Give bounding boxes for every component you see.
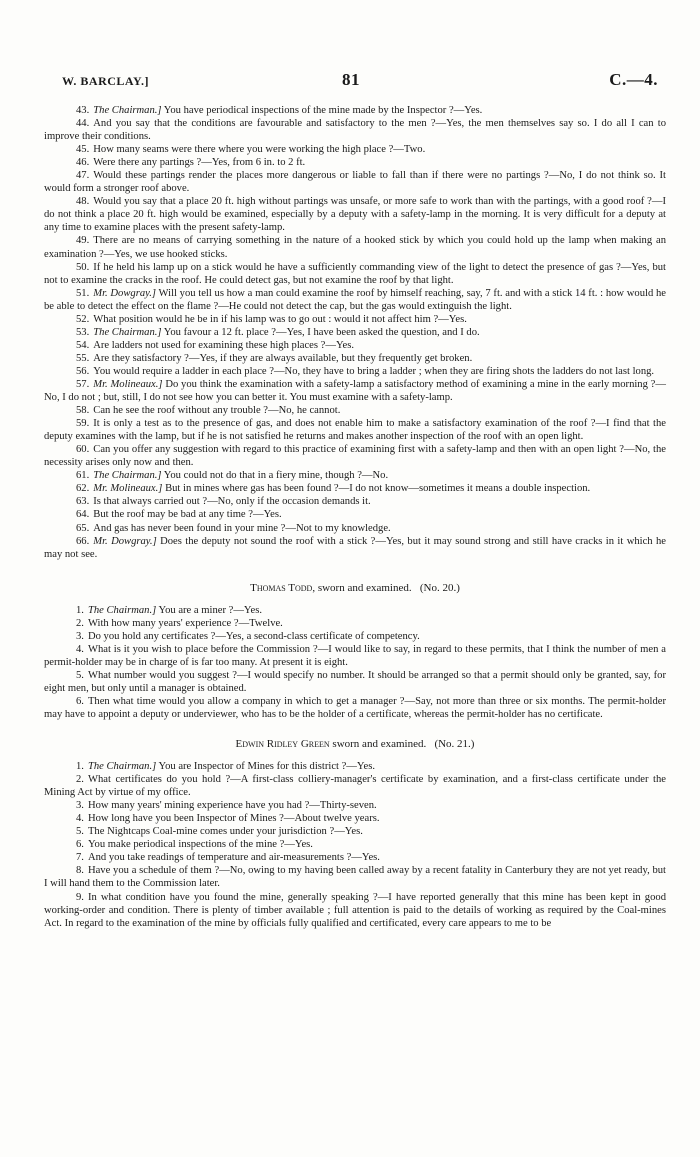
question-answer bbox=[44, 378, 666, 404]
question-answer bbox=[44, 617, 666, 630]
question-text: Is that always carried out ?—No, only if the occasion demands it. bbox=[93, 496, 371, 508]
question-text: But in mines where gas has been found ?—I do not know—sometimes it means a double inspection. bbox=[165, 483, 591, 495]
question-number: 6. bbox=[76, 695, 84, 707]
question-answer bbox=[44, 352, 666, 365]
question-answer bbox=[44, 104, 666, 117]
question-text: How many years' mining experience have you had ?—Thirty-seven. bbox=[87, 800, 377, 812]
question-answer bbox=[44, 417, 666, 443]
question-number: 5. bbox=[76, 826, 84, 838]
question-text: And gas has never been found in your mine ?—Not to my knowledge. bbox=[93, 522, 391, 534]
speaker: The Chairman.] bbox=[93, 105, 162, 116]
question-answer bbox=[44, 443, 666, 469]
testimony-section-green bbox=[44, 760, 666, 930]
testimony-section-barclay bbox=[44, 104, 666, 561]
question-text: Then what time would you allow a company in which to get a manager ?—Say, not more than three or six months. The permit-holder may have to appoint a deputy or underviewer, who has to be the holder of a certificate, whereas the permit-holder has no certificate. bbox=[44, 695, 666, 721]
question-text: Were there any partings ?—Yes, from 6 in. to 2 ft. bbox=[93, 157, 306, 169]
question-number: 4. bbox=[76, 643, 84, 655]
question-text: Will you tell us how a man could examine the roof by himself reaching, say, 7 ft. and with a stick 14 ft. : how would he be able to detect the effect on the flame ?—He could not detect the cap, but the gas would extinguish the light. bbox=[44, 287, 666, 312]
question-text: You favour a 12 ft. place ?—Yes, I have been asked the question, and I do. bbox=[163, 326, 480, 338]
question-answer bbox=[44, 469, 666, 482]
speaker: Mr. Dowgray.] bbox=[93, 287, 157, 299]
question-text: Would these partings render the places more dangerous or liable to fall than if there were no partings ?—No, I do not think so. It would form a stronger roof above. bbox=[44, 170, 666, 195]
question-text: What number would you suggest ?—I would specify no number. It should be arranged so that a permit should only be granted, say, for eight men, but only until a manager is obtained. bbox=[44, 669, 666, 694]
question-number: 45. bbox=[76, 144, 90, 156]
question-text: You could not do that in a fiery mine, though ?—No. bbox=[163, 470, 389, 482]
question-number: 62. bbox=[76, 483, 90, 495]
witness-heading-todd: Thomas Todd, sworn and examined. (No. 20.) bbox=[250, 581, 460, 594]
question-answer bbox=[44, 326, 666, 339]
question-text: Do you hold any certificates ?—Yes, a second-class certificate of competency. bbox=[87, 630, 420, 642]
speaker: The Chairman.] bbox=[87, 761, 157, 773]
question-text: The Nightcaps Coal-mine comes under your jurisdiction ?—Yes. bbox=[87, 826, 363, 838]
question-number: 51. bbox=[76, 287, 90, 299]
question-answer bbox=[44, 695, 666, 721]
question-number: 46. bbox=[76, 157, 90, 169]
speaker: Mr. Dowgray.] bbox=[93, 535, 157, 547]
question-answer bbox=[44, 630, 666, 643]
document-reference: C.—4. bbox=[609, 70, 658, 89]
question-text: If he held his lamp up on a stick would he have a sufficiently commanding view of the light to detect the presence of gas ?—Yes, but not to examine the cracks in the roof. He could detect gas, but not examine the roof by that light. bbox=[44, 261, 666, 286]
question-text: It is only a test as to the presence of gas, and does not enable him to make a satisfactory examination of the roof ?—I find that the deputy examines with the lamp, but if he is not satisfied he returns and makes another inspection of the roof with an open light. bbox=[44, 418, 666, 443]
question-number: 65. bbox=[76, 522, 90, 534]
question-number: 63. bbox=[76, 496, 90, 508]
question-answer bbox=[44, 522, 666, 535]
question-text: You would require a ladder in each place ?—No, they have to bring a ladder ; when they are firing shots the ladders do not last long. bbox=[93, 365, 655, 377]
question-answer bbox=[44, 799, 666, 812]
question-number: 49. bbox=[76, 235, 90, 247]
question-answer bbox=[44, 760, 666, 773]
question-text: Have you a schedule of them ?—No, owing to my having been called away by a recent fatality in Canterbury they are not yet ready, but I will hand them to the Commission later. bbox=[44, 865, 666, 890]
witness-number: (No. 20.) bbox=[419, 581, 460, 594]
question-number: 47. bbox=[76, 170, 90, 182]
question-answer bbox=[44, 287, 666, 313]
question-text: How long have you been Inspector of Mines ?—About twelve years. bbox=[87, 813, 380, 825]
question-answer bbox=[44, 604, 666, 617]
question-text: You are Inspector of Mines for this district ?—Yes. bbox=[158, 761, 375, 773]
question-number: 55. bbox=[76, 352, 90, 364]
question-number: 66. bbox=[76, 535, 90, 547]
question-number: 4. bbox=[76, 813, 84, 825]
question-answer bbox=[44, 313, 666, 326]
question-number: 52. bbox=[76, 313, 90, 325]
question-answer bbox=[44, 365, 666, 378]
page-number: 81 bbox=[342, 70, 360, 89]
speaker: Mr. Molineaux.] bbox=[93, 483, 163, 495]
question-text: You are a miner ?—Yes. bbox=[158, 604, 262, 616]
question-text: With how many years' experience ?—Twelve. bbox=[87, 617, 283, 629]
question-answer bbox=[44, 156, 666, 169]
question-number: 7. bbox=[76, 852, 84, 864]
question-text: Can he see the roof without any trouble ?—No, he cannot. bbox=[93, 405, 341, 417]
speaker: The Chairman.] bbox=[87, 604, 157, 616]
question-number: 8. bbox=[76, 865, 84, 877]
question-answer bbox=[44, 143, 666, 156]
question-text: Are ladders not used for examining these high places ?—Yes. bbox=[93, 339, 355, 351]
question-number: 56. bbox=[76, 365, 90, 377]
question-answer bbox=[44, 117, 666, 143]
question-number: 2. bbox=[76, 617, 84, 629]
question-number: 5. bbox=[76, 669, 84, 681]
question-text: What position would he be in if his lamp was to go out : would it not affect him ?—Yes. bbox=[93, 313, 467, 325]
question-number: 61. bbox=[76, 470, 90, 482]
question-number: 50. bbox=[76, 261, 90, 273]
question-answer bbox=[44, 508, 666, 521]
question-answer bbox=[44, 851, 666, 864]
question-number: 1. bbox=[76, 761, 84, 773]
question-number: 6. bbox=[76, 839, 84, 851]
question-text: What is it you wish to place before the Commission ?—I would like to say, in regard to these permits, that I think the number of men a permit-holder may be in charge of is far too many. At present it is eight. bbox=[44, 643, 666, 668]
question-answer bbox=[44, 669, 666, 695]
question-number: 54. bbox=[76, 339, 90, 351]
question-number: 9. bbox=[76, 891, 84, 903]
question-number: 57. bbox=[76, 378, 90, 390]
question-number: 53. bbox=[76, 326, 90, 338]
question-text: How many seams were there where you were working the high place ?—Two. bbox=[93, 144, 426, 156]
question-answer bbox=[44, 234, 666, 260]
question-text: What certificates do you hold ?—A first-class colliery-manager's certificate by examination, and a first-class certificate under the Mining Act by virtue of my office. bbox=[44, 774, 666, 799]
question-number: 60. bbox=[76, 444, 90, 456]
witness-heading-green: Edwin Ridley Green sworn and examined. (No. 21.) bbox=[235, 738, 475, 751]
question-text: Would you say that a place 20 ft. high without partings was unsafe, or more safe to work than with the partings, with a good roof ?—I do not think a place 20 ft. high would be examined, especially by a deputy with a safety-lamp in the morning. It is very difficult for a deputy at any time to examine places with the present safety-lamp. bbox=[44, 196, 666, 234]
witness-name: Edwin Ridley Green bbox=[235, 738, 330, 751]
question-answer bbox=[44, 195, 666, 234]
speaker: The Chairman.] bbox=[93, 326, 162, 338]
question-number: 59. bbox=[76, 418, 90, 430]
witness-name: Thomas Todd bbox=[250, 581, 313, 594]
question-number: 58. bbox=[76, 405, 90, 417]
question-text: Does the deputy not sound the roof with a stick ?—Yes, but it may sound strong and still have cracks in it which he may not see. bbox=[44, 535, 666, 560]
question-answer bbox=[44, 864, 666, 890]
witness-number: (No. 21.) bbox=[434, 738, 475, 751]
testimony-section-todd bbox=[44, 604, 666, 721]
question-answer bbox=[44, 643, 666, 669]
question-number: 1. bbox=[76, 604, 84, 616]
running-head-left: W. BARCLAY.] bbox=[62, 74, 150, 88]
question-answer bbox=[44, 261, 666, 287]
question-text: Are they satisfactory ?—Yes, if they are always available, but they frequently get broken. bbox=[93, 352, 473, 364]
question-number: 3. bbox=[76, 800, 84, 812]
question-answer bbox=[44, 169, 666, 195]
question-answer bbox=[44, 339, 666, 352]
question-text: Do you think the examination with a safety-lamp a satisfactory method of examining a mine in the early morning ?—No, I do not ; but, still, I do not see how you can better it. You must examine with a safety-lamp. bbox=[44, 378, 666, 404]
question-answer bbox=[44, 838, 666, 851]
question-answer bbox=[44, 495, 666, 508]
speaker: The Chairman.] bbox=[93, 470, 162, 482]
question-text: But the roof may be bad at any time ?—Yes. bbox=[93, 509, 282, 521]
question-number: 64. bbox=[76, 509, 90, 521]
question-number: 43. bbox=[76, 105, 90, 116]
question-answer bbox=[44, 535, 666, 561]
question-number: 3. bbox=[76, 630, 84, 642]
document-body bbox=[44, 104, 666, 930]
question-answer bbox=[44, 773, 666, 799]
question-answer bbox=[44, 812, 666, 825]
question-text: There are no means of carrying something in the nature of a hooked stick by which you could hold up the lamp when making an examination ?—Yes, we use hooked sticks. bbox=[44, 235, 666, 260]
question-number: 44. bbox=[76, 118, 90, 130]
question-text: You make periodical inspections of the mine ?—Yes. bbox=[87, 839, 313, 851]
page-header bbox=[62, 70, 658, 92]
question-text: You have periodical inspections of the mine made by the Inspector ?—Yes. bbox=[163, 105, 483, 116]
question-answer bbox=[44, 404, 666, 417]
speaker: Mr. Molineaux.] bbox=[93, 378, 163, 390]
question-number: 48. bbox=[76, 196, 90, 208]
question-number: 2. bbox=[76, 774, 84, 786]
question-answer bbox=[44, 891, 666, 930]
question-answer bbox=[44, 482, 666, 495]
question-answer bbox=[44, 825, 666, 838]
question-text: And you take readings of temperature and air-measurements ?—Yes. bbox=[87, 852, 380, 864]
question-text: Can you offer any suggestion with regard to this practice of examining first with a safety-lamp and then with an open light ?—No, the necessity arises only now and then. bbox=[44, 444, 666, 469]
question-text: In what condition have you found the mine, generally speaking ?—I have reported generally that this mine has been kept in good working-order and condition. There is plenty of timber available ; full attention is paid to the details of working as required by the Coal-mines Act. In regard to the examination of the mine by officials fully qualified and certificated, every care appears to me to be bbox=[44, 891, 666, 929]
question-text: And you say that the conditions are favourable and satisfactory to the men ?—Yes, the men themselves say so. I do all I can to improve their conditions. bbox=[44, 118, 666, 143]
